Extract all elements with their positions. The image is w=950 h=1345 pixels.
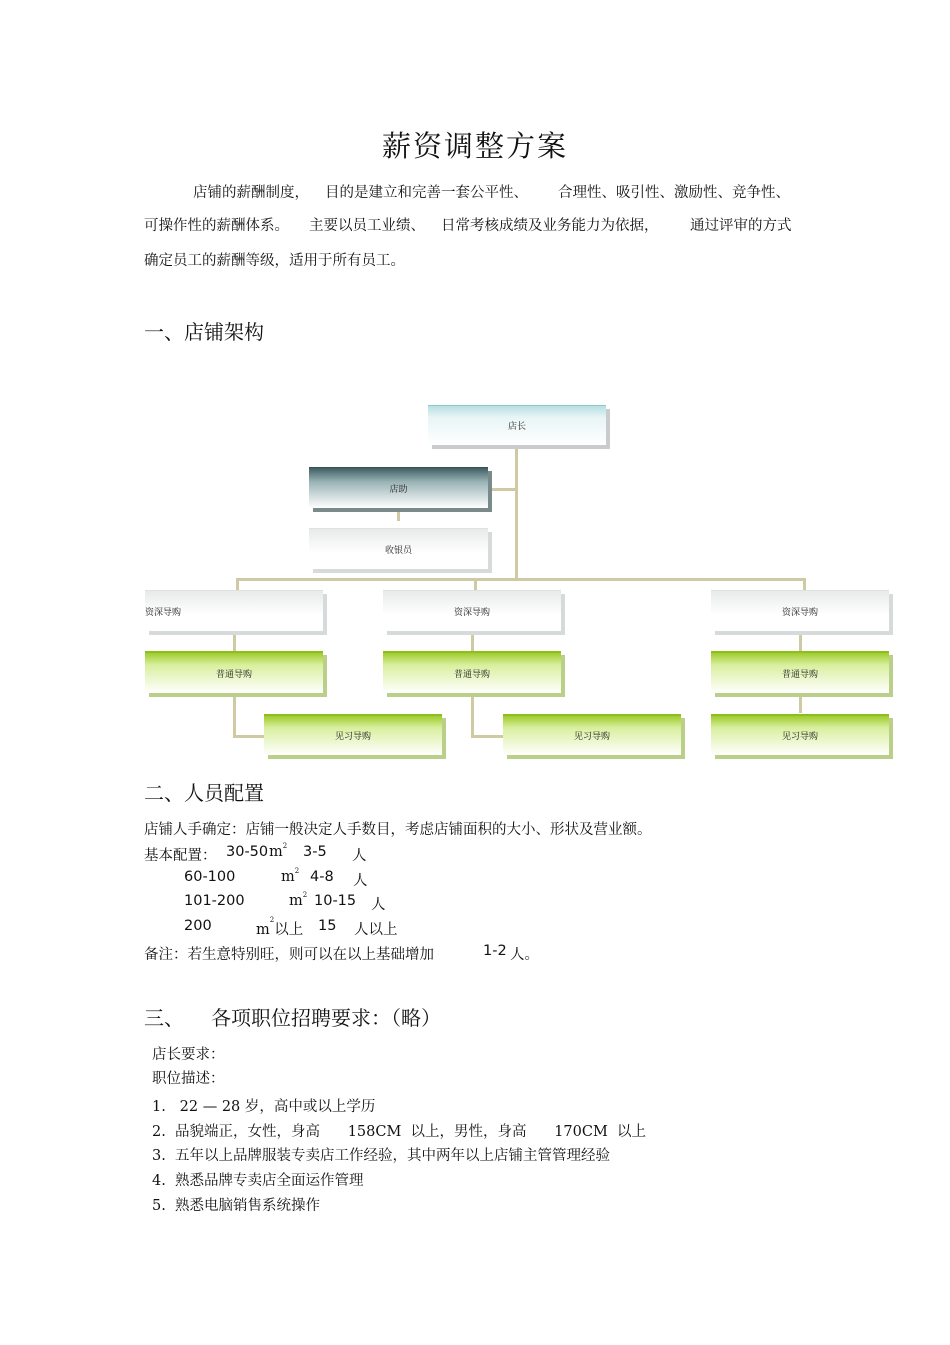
subheading: 职位描述：	[152, 1071, 225, 1087]
org-node-trainee-1: 见习导购	[264, 714, 442, 755]
org-node-regular-2: 普通导购	[383, 651, 561, 693]
page-title: 薪资调整方案	[381, 129, 568, 163]
section-heading: 二、人员配置	[144, 781, 264, 805]
org-chart	[0, 395, 950, 765]
requirement-item: 5. 熟悉电脑销售系统操作	[152, 1198, 321, 1214]
config-area: 30-50	[226, 844, 269, 860]
org-node-senior-2: 资深导购	[383, 590, 561, 631]
section-heading: 各项职位招聘要求：（略）	[211, 1006, 441, 1030]
org-node-senior-3: 资深导购	[711, 590, 889, 631]
config-unit-suffix: 以上	[274, 922, 304, 938]
intro-text: 店铺的薪酬制度，	[193, 185, 309, 201]
staffing-text: 店铺人手确定：店铺一般决定人手数目，考虑店铺面积的大小、形状及营业额。	[144, 822, 652, 838]
intro-text: 日常考核成绩及业务能力为依据，	[441, 218, 659, 234]
note-number: 1-2	[483, 943, 507, 959]
requirement-item: 2. 品貌端正，女性，身高 158CM 以上，男性，身高 170CM 以上	[152, 1124, 647, 1140]
config-unit: m	[256, 922, 270, 938]
config-suffix: 人	[353, 873, 368, 889]
section-heading: 一、店铺架构	[144, 320, 264, 344]
config-people: 3-5	[303, 844, 327, 860]
org-node-manager: 店长	[428, 405, 606, 445]
config-people: 15	[318, 918, 337, 934]
config-area: 60-100	[184, 869, 236, 885]
org-node-cashier: 收银员	[309, 528, 488, 569]
subheading: 店长要求：	[152, 1047, 225, 1063]
config-people: 4-8	[310, 869, 334, 885]
config-suffix: 人以上	[354, 922, 398, 938]
org-node-assistant: 店助	[309, 467, 488, 508]
org-node-regular-3: 普通导购	[711, 651, 889, 693]
intro-text: 主要以员工业绩、	[309, 218, 425, 234]
section-heading: 三、	[144, 1006, 184, 1030]
config-suffix: 人	[352, 848, 367, 864]
config-unit: m	[289, 893, 303, 909]
config-suffix: 人	[371, 897, 386, 913]
note-text: 备注：若生意特别旺，则可以在以上基础增加	[144, 947, 434, 963]
intro-text: 可操作性的薪酬体系。	[144, 218, 289, 234]
org-node-senior-1: 资深导购	[145, 590, 323, 631]
intro-text: 通过评审的方式	[690, 218, 792, 234]
config-area: 200	[184, 918, 212, 934]
org-node-regular-1: 普通导购	[145, 651, 323, 693]
basic-config-label: 基本配置：	[144, 848, 217, 864]
requirement-item: 3. 五年以上品牌服装专卖店工作经验，其中两年以上店铺主管管理经验	[152, 1148, 611, 1164]
config-people: 10-15	[314, 893, 357, 909]
intro-text: 确定员工的薪酬等级，适用于所有员工。	[144, 253, 405, 269]
requirement-item: 1. 22 — 28 岁，高中或以上学历	[152, 1099, 376, 1115]
note-suffix: 人。	[510, 947, 539, 963]
org-node-trainee-2: 见习导购	[503, 714, 681, 755]
intro-text: 合理性、吸引性、激励性、竞争性、	[558, 185, 790, 201]
intro-text: 目的是建立和完善一套公平性、	[325, 185, 528, 201]
org-node-trainee-3: 见习导购	[711, 714, 889, 755]
config-unit: m	[269, 844, 283, 860]
config-unit: m	[281, 869, 295, 885]
requirement-item: 4. 熟悉品牌专卖店全面运作管理	[152, 1173, 364, 1189]
config-area: 101-200	[184, 893, 245, 909]
